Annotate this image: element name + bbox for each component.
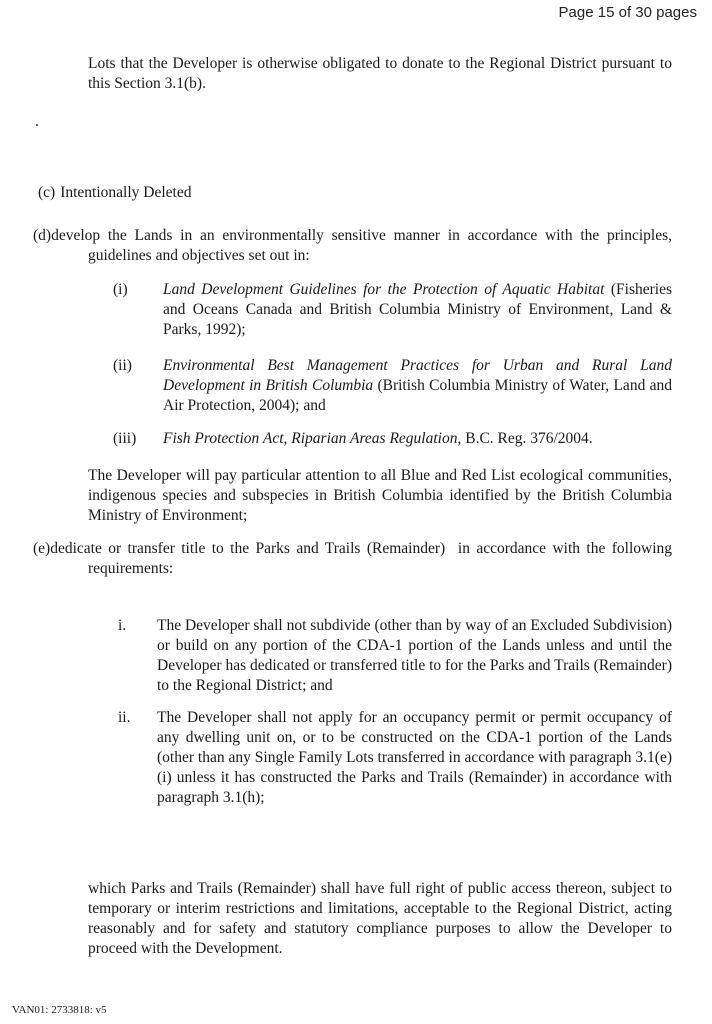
clause-e-number: (e) bbox=[33, 540, 51, 557]
clause-e bbox=[33, 539, 676, 579]
list-item-text: B.C. Reg. 376/2004. bbox=[465, 430, 593, 447]
clause-c bbox=[38, 183, 191, 203]
list-item-text: (Fisheries and Oceans Canada and British Columbia Ministry of Environment, Land & Parks, 1992); bbox=[163, 281, 673, 338]
list-item-body bbox=[163, 429, 672, 449]
requirement-item bbox=[118, 616, 672, 696]
roman-numeral: (iii) bbox=[113, 430, 137, 447]
clause-d-number: (d) bbox=[33, 227, 52, 244]
list-item-title: Fish Protection Act, Riparian Areas Regulation, bbox=[163, 430, 462, 447]
clause-d-text: develop the Lands in an environmentally sensitive manner in accordance with the principles, guidelines and objectives set out in: bbox=[51, 227, 676, 264]
paragraph-developer-attention: The Developer will pay particular attention to all Blue and Red List ecological communities, indigenous species and subspecies in British Columbia identified by the British Columbia Ministry of Environment; bbox=[88, 467, 672, 524]
list-item-title: Land Development Guidelines for the Protection of Aquatic Habitat bbox=[163, 281, 605, 298]
list-item-body bbox=[163, 356, 672, 416]
list-item-title: Environmental Best Management Practices for Urban and Rural Land Development in British Columbia bbox=[163, 357, 672, 394]
paragraph-public-access: which Parks and Trails (Remainder) shall have full right of public access thereon, subject to temporary or interim restrictions and limitations, acceptable to the Regional District, acting reasonably and for safety and statutory compliance purposes to allow the Developer to proceed with the Development. bbox=[88, 880, 672, 957]
roman-list-item bbox=[113, 280, 672, 340]
requirement-numeral: ii. bbox=[118, 709, 131, 726]
clause-d bbox=[33, 226, 676, 266]
requirement-numeral: i. bbox=[118, 617, 127, 634]
clause-c-text: Intentionally Deleted bbox=[60, 184, 192, 201]
roman-numeral: (i) bbox=[113, 281, 128, 298]
roman-list-item bbox=[113, 356, 672, 416]
paragraph-intro: Lots that the Developer is otherwise obligated to donate to the Regional District pursuant to this Section 3.1(b). bbox=[88, 55, 672, 92]
roman-numeral: (ii) bbox=[113, 357, 132, 374]
page-number-header: Page 15 of 30 pages bbox=[558, 4, 697, 21]
requirement-text: The Developer shall not subdivide (other than by way of an Excluded Subdivision) or build on any portion of the CDA-1 portion of the Lands unless and until the Developer has dedicated or transferred title to for the Parks and Trails (Remainder) to the Regional District; and bbox=[157, 617, 672, 694]
list-item-text: (British Columbia Ministry of Water, Land and Air Protection, 2004); and bbox=[163, 377, 673, 414]
list-item-body bbox=[163, 280, 672, 340]
requirement-item bbox=[118, 708, 672, 808]
roman-list-item bbox=[113, 429, 672, 449]
clause-c-number: (c) bbox=[38, 184, 56, 201]
requirement-text: The Developer shall not apply for an occupancy permit or permit occupancy of any dwelling unit on, or to be constructed on the CDA-1 portion of the Lands (other than any Single Family Lots transferred in accordance with paragraph 3.1(e)(i) unless it has constructed the Parks and Trails (Remainder) in accordance with paragraph 3.1(h); bbox=[157, 709, 672, 806]
stray-period: . bbox=[35, 113, 39, 130]
footer-reference: VAN01: 2733818: v5 bbox=[12, 1004, 107, 1016]
clause-e-text: dedicate or transfer title to the Parks and Trails (Remainder) in accordance with the following requirements: bbox=[50, 540, 676, 577]
